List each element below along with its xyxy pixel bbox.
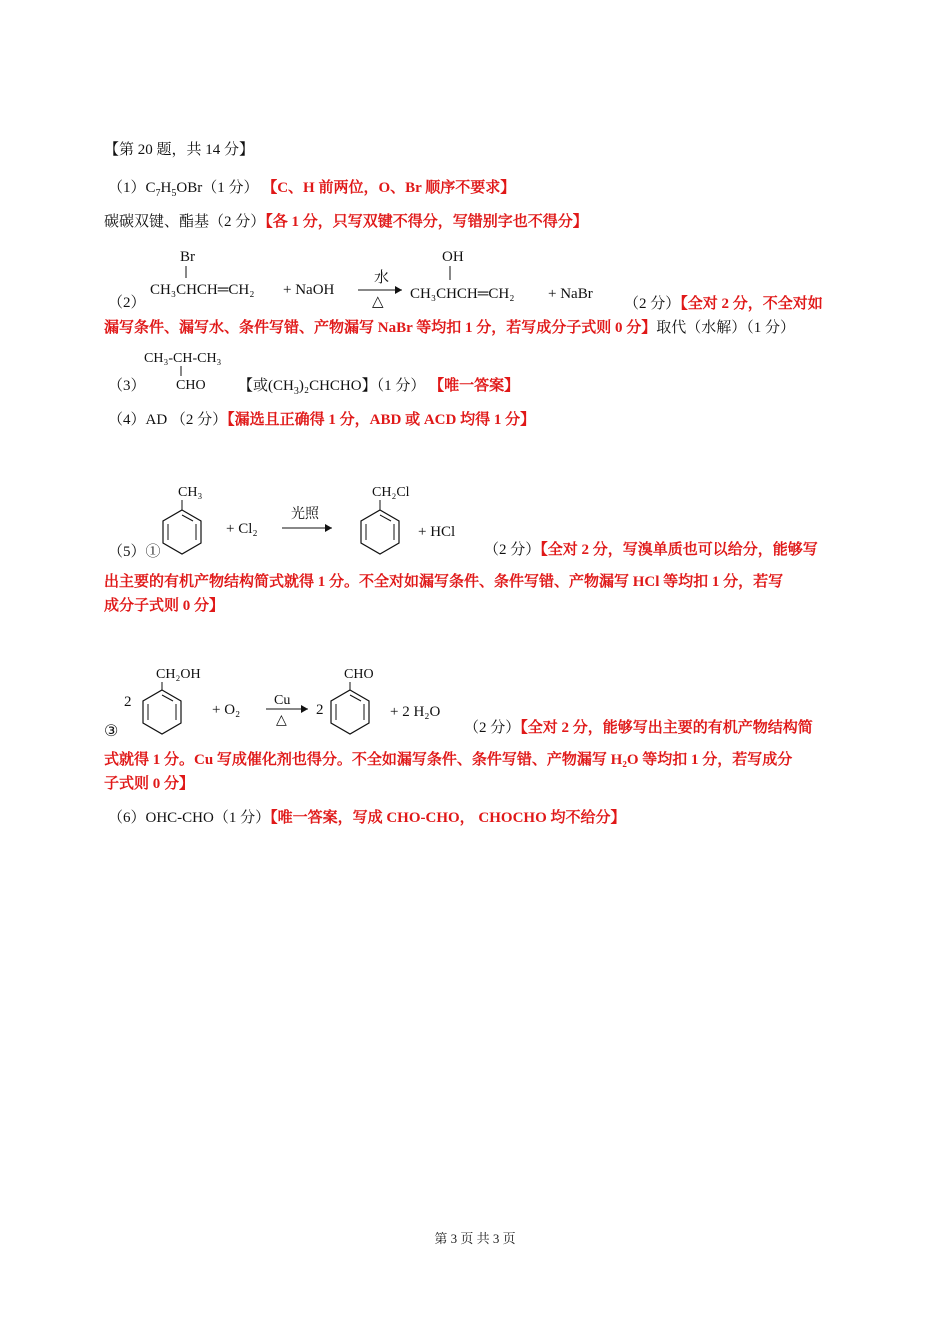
q3-struct-top: CH₃-CH-CH₃ (144, 351, 222, 366)
q5-plus-hcl: + HCl (418, 524, 456, 540)
q5-score: （2 分） (484, 542, 541, 558)
page-footer: 第 3 页 共 3 页 (434, 1231, 516, 1246)
q1-mid: H (160, 180, 172, 196)
q5b-arrow-head (301, 705, 308, 713)
q5b-cond-heat: △ (276, 713, 287, 728)
section-header: 【第 20 题，共 14 分】 (104, 142, 255, 158)
q5b-plus-o2: + O₂ (212, 702, 241, 718)
q5-note-line3-wrap (104, 596, 224, 616)
q6-note: 【唯一答案，写成 CHO-CHO， CHOCHO 均不给分】 (270, 810, 626, 826)
q5-reactant-benzene-ring (163, 510, 201, 554)
q4-answer: （4）AD （2 分） (108, 412, 228, 428)
q2-product: CH₃CHCH═CH₂ (410, 286, 515, 302)
q5b-score: （2 分） (464, 720, 521, 736)
q4-note: 【漏选且正确得 1 分，ABD 或 ACD 均得 1 分】 (227, 412, 536, 428)
q2-product-oh: OH (442, 249, 464, 265)
q2-reactant: CH₃CHCH═CH₂ (150, 282, 255, 298)
q5b-label: ③ (104, 723, 119, 740)
q3-line (238, 376, 519, 402)
q5b-line1-tail (464, 718, 813, 738)
q2-line1-tail (624, 294, 823, 314)
q5b-note-line2: 式就得 1 分。Cu 写成催化剂也得分。不全如漏写条件、条件写错、产物漏写 H₂O 等均扣 1 分，若写成分 (104, 752, 793, 768)
q5b-product-benzene-ring (331, 690, 369, 734)
q5-product-substituent: CH₂Cl (372, 485, 410, 500)
q1-line2 (104, 212, 588, 232)
q5-reaction (100, 478, 490, 568)
q1-sub2: 5 (171, 188, 177, 199)
q3-note: 【唯一答案】 (429, 378, 520, 394)
q3-alt-sub: 3 (293, 386, 299, 397)
q2-score: （2 分） (624, 296, 681, 312)
q5b-reactant-benzene-ring (143, 690, 181, 734)
q5b-plus-h2o: + 2 H₂O (390, 704, 441, 720)
q5b-product-substituent: CHO (344, 667, 374, 682)
q1-answer2: 碳碳双键、酯基（2 分） (104, 214, 266, 230)
q1-note: 【C、H 前两位，O、Br 顺序不要求】 (262, 180, 516, 196)
q2-tail: 取代（水解）（1 分） (656, 320, 795, 336)
q5-note-line2-wrap (104, 572, 783, 592)
q2-reaction (100, 244, 660, 314)
q3-alt-post: )₂CHCHO】（1 分） (298, 378, 426, 394)
q2-cond-water: 水 (374, 270, 390, 286)
q2-arrow-head (395, 286, 402, 294)
q5-note-line2: 出主要的有机产物结构简式就得 1 分。不全对如漏写条件、条件写错、产物漏写 HCl 等均扣 1 分，若写 (104, 574, 784, 590)
q2-cond-heat: △ (372, 294, 384, 310)
q5b-note-line1: 【全对 2 分，能够写出主要的有机产物结构简 (520, 720, 813, 736)
q5-arrow-head (325, 524, 332, 532)
q5-line1-tail (484, 540, 818, 560)
q5b-note-line3-wrap (104, 774, 194, 794)
q2-plus-naoh: + NaOH (283, 282, 335, 298)
q6-answer: （6）OHC-CHO（1 分） (108, 810, 271, 826)
q2-note-part2: 漏写条件、漏写水、条件写错、产物漏写 NaBr 等均扣 1 分，若写成分子式则 0 分】 (104, 320, 657, 336)
q2-reactant-br: Br (180, 249, 195, 265)
q5-product-benzene-ring (361, 510, 399, 554)
q1-note2: 【各 1 分，只写双键不得分，写错别字也不得分】 (265, 214, 588, 230)
q1-sub1: 7 (155, 188, 161, 199)
q3-struct-bot: CHO (176, 378, 206, 393)
q6-line (108, 808, 626, 828)
q5b-note-line2-wrap (104, 750, 792, 770)
q5b-cond-cu: Cu (274, 693, 291, 708)
q2-plus-nabr: + NaBr (548, 286, 593, 302)
q5b-note-line3: 子式则 0 分】 (104, 776, 195, 792)
q5-reactant-substituent: CH₃ (178, 485, 203, 500)
q5-cond-light: 光照 (291, 507, 319, 522)
q1-answer-post: OBr（1 分） (176, 180, 259, 196)
q2-label: （2） (108, 295, 146, 311)
q1-answer-pre: （1）C (108, 180, 156, 196)
q5b-reactant-substituent: CH₂OH (156, 667, 201, 682)
q5-label: （5）① (108, 544, 161, 560)
q3-alt-pre: 【或(CH (238, 378, 294, 394)
q5-note-line3: 成分子式则 0 分】 (104, 598, 225, 614)
q3-label: （3） (108, 378, 146, 394)
q5b-coef1: 2 (124, 694, 132, 710)
q2-line2 (104, 318, 795, 338)
q5b-coef2: 2 (316, 702, 324, 718)
q5-note-line1: 【全对 2 分，写溴单质也可以给分，能够写 (540, 542, 818, 558)
q5b-reaction (100, 658, 470, 748)
q4-line (108, 410, 535, 430)
q5-plus-cl2: + Cl₂ (226, 521, 258, 537)
q2-note-part1: 【全对 2 分，不全对如 (680, 296, 823, 312)
q1-line (108, 178, 515, 204)
